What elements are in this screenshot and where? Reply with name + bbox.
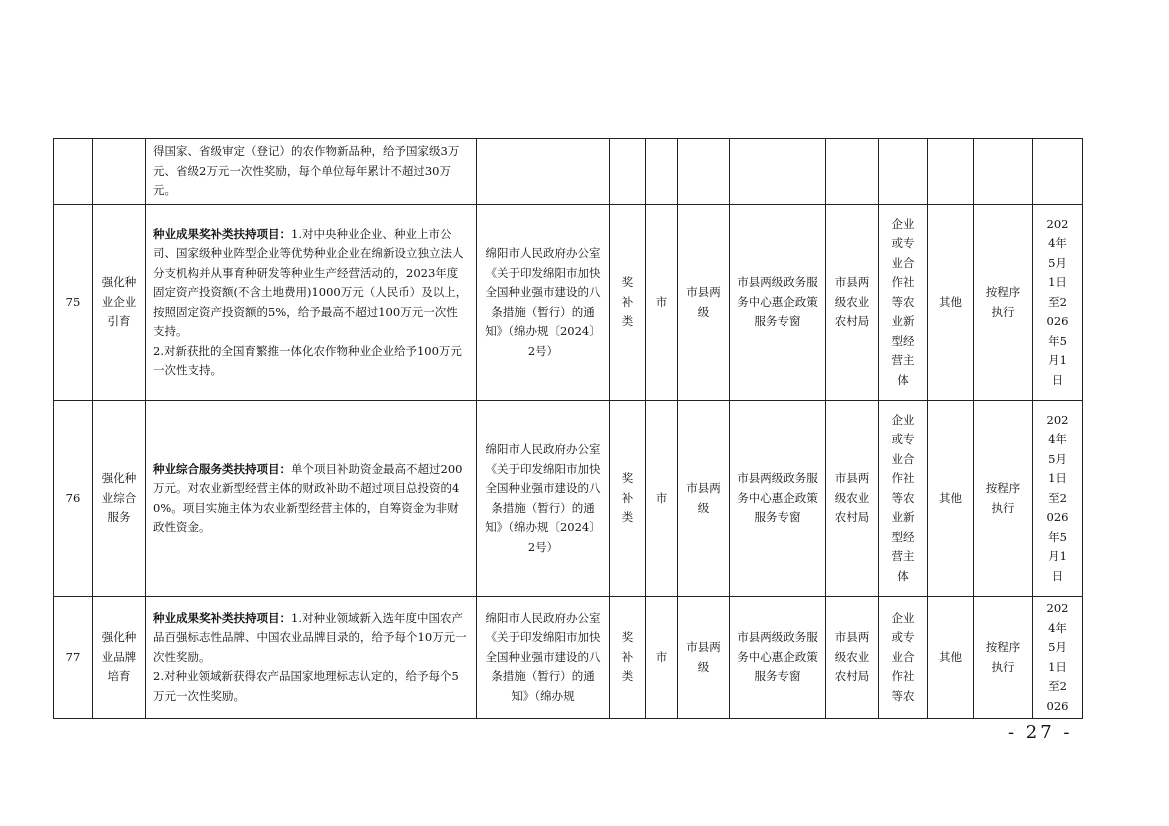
item-name-cell: 强化种业品牌培育 (93, 597, 146, 719)
policy-basis-cell: 绵阳市人民政府办公室《关于印发绵阳市加快全国种业强市建设的八条措施（暂行）的通知》（绵办规 (477, 597, 610, 719)
item-name-cell: 强化种业企业引育 (93, 205, 146, 401)
department-cell: 市县两级农业农村局 (826, 401, 879, 597)
content-body: 单个项目补助资金最高不超过200万元。对农业新型经营主体的财政补助不超过项目总投资的40%。项目实施主体为农业新型经营主体的，自筹资金为非财政性资金。 (153, 461, 463, 534)
scope-cell: 市县两级 (678, 205, 730, 401)
content-lead: 种业成果奖补类扶持项目： (153, 610, 291, 625)
content-body: 1.对中央种业企业、种业上市公司、国家级种业阵型企业等优势种业企业在绵新设立独立法人分支机构并从事育种研发等种业生产经营活动的，2023年度固定资产投资额(不含土地费用)1000万元（人民币）及以上，按照固定资产投资额的5%，给予最高不超过100万元一次性支持。 (153, 226, 468, 338)
level-cell: 市 (646, 597, 678, 719)
table-row (54, 401, 1083, 597)
content-body-2: 2.对新获批的全国育繁推一体化农作物种业企业给予100万元一次性支持。 (153, 343, 462, 377)
row-number-cell: 77 (54, 597, 93, 719)
method-cell (928, 139, 974, 205)
service-window-cell (730, 139, 826, 205)
service-window-cell: 市县两级政务服务中心惠企政策服务专窗 (730, 401, 826, 597)
scope-cell: 市县两级 (678, 597, 730, 719)
target-cell: 企业或专业合作社等农业新型经营主体 (879, 205, 928, 401)
execution-cell: 按程序执行 (974, 205, 1033, 401)
item-content-cell (146, 401, 477, 597)
level-cell: 市 (646, 401, 678, 597)
period-cell: 2024年5月1日至2026年5月1日 (1033, 205, 1083, 401)
item-name-cell: 强化种业综合服务 (93, 401, 146, 597)
target-cell: 企业或专业合作社等农业新型经营主体 (879, 401, 928, 597)
content-body: 1.对种业领域新入选年度中国农产品百强标志性品牌、中国农业品牌目录的，给予每个10万元一次性奖励。 (153, 610, 467, 664)
period-cell: 2024年5月1日至2026 (1033, 597, 1083, 719)
policy-basis-cell: 绵阳市人民政府办公室《关于印发绵阳市加快全国种业强市建设的八条措施（暂行）的通知》（绵办规〔2024〕2号） (477, 205, 610, 401)
content-lead: 种业综合服务类扶持项目： (153, 461, 291, 476)
policy-basis-cell (477, 139, 610, 205)
page-number: - 27 - (1008, 722, 1073, 743)
row-number-cell: 75 (54, 205, 93, 401)
row-number-cell (54, 139, 93, 205)
item-name-cell (93, 139, 146, 205)
item-type-cell: 奖补类 (610, 401, 646, 597)
execution-cell: 按程序执行 (974, 401, 1033, 597)
table-row (54, 597, 1083, 719)
content-lead: 种业成果奖补类扶持项目： (153, 226, 291, 241)
policy-basis-cell: 绵阳市人民政府办公室《关于印发绵阳市加快全国种业强市建设的八条措施（暂行）的通知》（绵办规〔2024〕2号） (477, 401, 610, 597)
level-cell (646, 139, 678, 205)
department-cell (826, 139, 879, 205)
table-row-continuation (54, 139, 1083, 205)
item-content-cell (146, 597, 477, 719)
method-cell: 其他 (928, 401, 974, 597)
period-cell (1033, 139, 1083, 205)
department-cell: 市县两级农业农村局 (826, 205, 879, 401)
method-cell: 其他 (928, 597, 974, 719)
table-row (54, 205, 1083, 401)
scope-cell: 市县两级 (678, 401, 730, 597)
policy-table (53, 138, 1083, 719)
item-type-cell: 奖补类 (610, 205, 646, 401)
service-window-cell: 市县两级政务服务中心惠企政策服务专窗 (730, 597, 826, 719)
target-cell (879, 139, 928, 205)
execution-cell (974, 139, 1033, 205)
row-number-cell: 76 (54, 401, 93, 597)
execution-cell: 按程序执行 (974, 597, 1033, 719)
department-cell: 市县两级农业农村局 (826, 597, 879, 719)
scope-cell (678, 139, 730, 205)
item-content-cell (146, 205, 477, 401)
item-type-cell: 奖补类 (610, 597, 646, 719)
period-cell: 2024年5月1日至2026年5月1日 (1033, 401, 1083, 597)
target-cell: 企业或专业合作社等农 (879, 597, 928, 719)
method-cell: 其他 (928, 205, 974, 401)
item-type-cell (610, 139, 646, 205)
item-content-cell: 得国家、省级审定（登记）的农作物新品种，给予国家级3万元、省级2万元一次性奖励，每个单位每年累计不超过30万元。 (146, 139, 477, 205)
service-window-cell: 市县两级政务服务中心惠企政策服务专窗 (730, 205, 826, 401)
content-body-2: 2.对种业领域新获得农产品国家地理标志认定的，给予每个5万元一次性奖励。 (153, 669, 459, 703)
level-cell: 市 (646, 205, 678, 401)
